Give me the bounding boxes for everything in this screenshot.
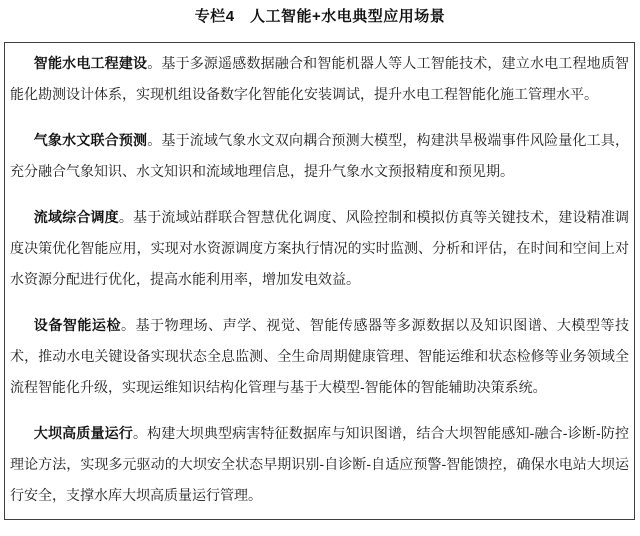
section-dam-operation [10,418,629,511]
section-meteo-hydro-forecast [10,125,629,187]
section-heading: 设备智能运检 [33,317,121,333]
section-body: 基于多源遥感数据融合和智能机器人等人工智能技术，建立水电工程地质智能化勘测设计体系，实现机组设备数字化智能化安装调试，提升水电工程智能化施工管理水平。 [10,55,630,102]
page-title: 专栏4 人工智能+水电典型应用场景 [194,8,446,25]
section-heading: 智能水电工程建设 [33,55,148,71]
section-body: 基于流域气象水文双向耦合预测大模型，构建洪旱极端事件风险量化工具，充分融合气象知识、水文知识和流域地理信息，提升气象水文预报精度和预见期。 [10,132,630,179]
section-body: 基于流域站群联合智慧优化调度、风险控制和模拟仿真等关键技术，建设精准调度决策优化智能应用，实现对水资源调度方案执行情况的实时监测、分析和评估，在时间和空间上对水资源分配进行优化，提高水能利用率，增加发电效益。 [10,209,630,287]
section-heading: 流域综合调度 [33,209,119,225]
content-panel [4,42,635,520]
heading-separator: 。 [147,132,162,148]
heading-separator: 。 [120,317,136,333]
heading-separator: 。 [132,425,148,441]
section-smart-hydro-construction [10,48,629,110]
heading-separator: 。 [118,209,134,225]
heading-separator: 。 [147,55,162,71]
section-equipment-inspection [10,310,629,403]
section-heading: 大坝高质量运行 [33,425,133,441]
section-heading: 气象水文联合预测 [33,132,148,148]
section-basin-dispatch [10,202,629,295]
section-body: 基于物理场、声学、视觉、智能传感器等多源数据以及知识图谱、大模型等技术，推动水电关键设备实现状态全息监测、全生命周期健康管理、智能运维和状态检修等业务领域全流程智能化升级，实现运维知识结构化管理与基于大模型-智能体的智能辅助决策系统。 [10,317,630,395]
section-body: 构建大坝典型病害特征数据库与知识图谱，结合大坝智能感知-融合-诊断-防控理论方法，实现多元驱动的大坝安全状态早期识别-自诊断-自适应预警-智能馈控，确保水电站大坝运行安全，支撑水库大坝高质量运行管理。 [10,425,630,503]
